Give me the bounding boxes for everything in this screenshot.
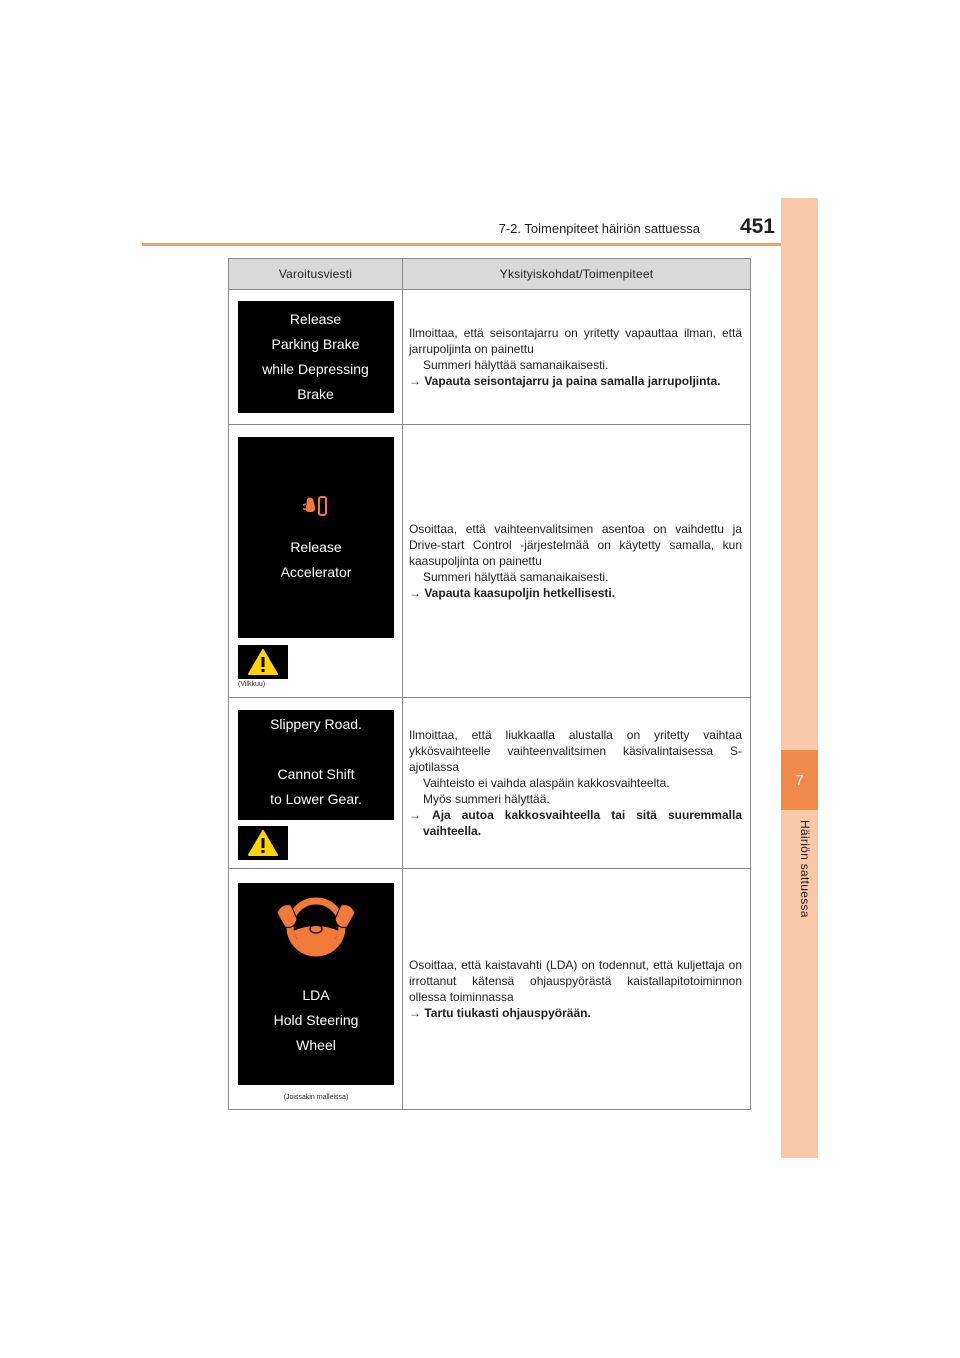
warning-triangle-icon bbox=[248, 649, 278, 675]
arrow-icon: → bbox=[409, 374, 425, 388]
warning-indicator bbox=[238, 826, 288, 860]
page-number: 451 bbox=[739, 215, 775, 238]
sub-note: Summeri hälyttää samanaikaisesti. bbox=[423, 358, 609, 372]
table-row bbox=[229, 290, 751, 425]
message-cell bbox=[229, 290, 403, 425]
sub-note: Summeri hälyttää samanaikaisesti. bbox=[423, 570, 609, 584]
column-header-details: Yksityiskohdat/Toimenpiteet bbox=[403, 259, 751, 290]
message-display bbox=[238, 301, 394, 413]
message-cell bbox=[229, 698, 403, 869]
description-text: Ilmoittaa, että seisontajarru on yritetty vapauttaa ilman, että jarrupoljinta on painettu bbox=[409, 326, 742, 356]
description-text: Ilmoittaa, että liukkaalla alustalla on yritetty vaihtaa ykkösvaihteelle vaihteenvalitsimen käsivalintaisessa S-ajotilassa bbox=[409, 728, 742, 774]
display-line: to Lower Gear. bbox=[270, 791, 362, 807]
table-row bbox=[229, 698, 751, 869]
chapter-number-tab: 7 bbox=[781, 750, 818, 810]
header-rule bbox=[142, 243, 818, 246]
warning-triangle-icon bbox=[248, 830, 278, 856]
table-row bbox=[229, 869, 751, 1110]
display-line: Parking Brake bbox=[271, 336, 360, 352]
description-text: Osoittaa, että vaihteenvalitsimen asentoa on vaihdettu ja Drive-start Control -järjestelmää on käytetty samalla, kun kaasupoljinta on painettu bbox=[409, 522, 742, 568]
section-title: 7-2. Toimenpiteet häiriön sattuessa bbox=[498, 221, 700, 236]
sub-note: Vaihteisto ei vaihda alaspäin kakkosvaihteelta. bbox=[423, 776, 670, 790]
display-line: Slippery Road. bbox=[270, 716, 362, 732]
display-line: Release bbox=[289, 311, 342, 327]
action-text: → Vapauta seisontajarru ja paina samalla jarrupoljinta. bbox=[409, 374, 721, 388]
details-cell bbox=[403, 290, 751, 425]
display-line: while Depressing bbox=[262, 361, 369, 377]
action-text: → Aja autoa kakkosvaihteella tai sitä suuremmalla vaihteella. bbox=[409, 808, 742, 838]
details-cell bbox=[403, 698, 751, 869]
action-text: → Tartu tiukasti ohjauspyörään. bbox=[409, 1006, 591, 1020]
message-display bbox=[238, 437, 394, 638]
action-text: → Vapauta kaasupoljin hetkellisesti. bbox=[409, 586, 616, 600]
sub-note: Myös summeri hälyttää. bbox=[423, 792, 550, 806]
display-line: LDA bbox=[302, 987, 330, 1003]
details-cell bbox=[403, 425, 751, 698]
message-display bbox=[238, 883, 394, 1085]
display-line: Release bbox=[290, 538, 342, 555]
message-display bbox=[238, 710, 394, 820]
models-caption: (Joissakin malleissa) bbox=[283, 1094, 349, 1101]
warning-indicator bbox=[238, 645, 288, 679]
display-line: Accelerator bbox=[280, 563, 352, 580]
message-cell bbox=[229, 425, 403, 698]
column-header-message: Varoitusviesti bbox=[229, 259, 403, 290]
display-line: Hold Steering bbox=[273, 1012, 359, 1028]
table-row bbox=[229, 425, 751, 698]
arrow-icon: → bbox=[409, 586, 425, 600]
foot-on-pedal-icon bbox=[301, 491, 331, 521]
chapter-label: Häiriön sattuessa bbox=[798, 820, 812, 918]
arrow-icon: → bbox=[409, 808, 433, 822]
display-line: Brake bbox=[297, 386, 334, 402]
arrow-icon: → bbox=[409, 1006, 425, 1020]
steering-wheel-hands-icon bbox=[275, 891, 357, 963]
blinking-caption: (Vilkkuu) bbox=[238, 681, 266, 688]
display-line: Wheel bbox=[296, 1037, 336, 1053]
details-cell bbox=[403, 869, 751, 1110]
description-text: Osoittaa, että kaistavahti (LDA) on todennut, että kuljettaja on irrottanut kätensä ohjauspyörästä kaistallapitotoiminnon ollessa toiminnassa bbox=[409, 958, 742, 1004]
table-header-row bbox=[229, 259, 751, 290]
message-cell bbox=[229, 869, 403, 1110]
display-line: Cannot Shift bbox=[277, 766, 355, 782]
warning-message-table bbox=[228, 258, 751, 1110]
